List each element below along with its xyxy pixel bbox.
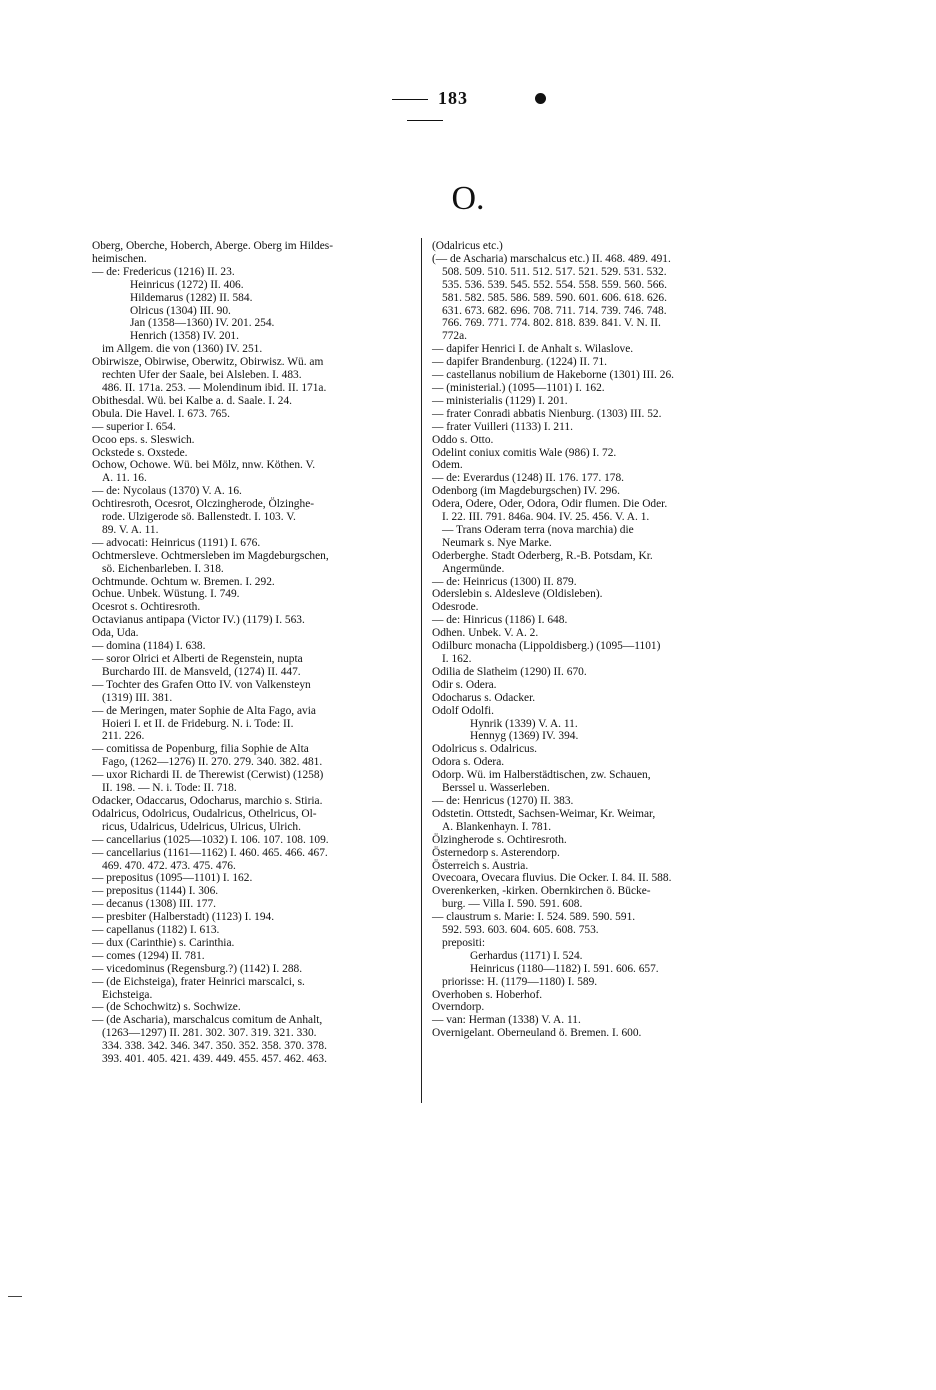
index-entry-line: Odora s. Odera. (432, 756, 505, 769)
index-entry-line: Oberg, Oberche, Hoberch, Aberge. Oberg im Hildes- (92, 240, 334, 252)
index-entry-line: prepositi: (442, 936, 486, 949)
index-entry-line: — superior I. 654. (92, 420, 176, 433)
index-entry-line: Odem. (432, 459, 463, 472)
index-entry-line: Ockstede s. Oxstede. (92, 446, 188, 459)
index-entry-line: 211. 226. (102, 730, 145, 743)
index-entry-line: Ovecoara, Ovecara fluvius. Die Ocker. I. 84. II. 588. (432, 872, 672, 885)
index-entry-line: 469. 470. 472. 473. 475. 476. (102, 859, 236, 872)
index-entry-line: A. 11. 16. (102, 472, 147, 485)
index-entry-line: (Odalricus etc.) (432, 240, 503, 252)
index-entry-line: Hildemarus (1282) II. 584. (130, 291, 253, 304)
index-entry-line: Odalricus, Odolricus, Oudalricus, Othelricus, Ol- (92, 807, 317, 820)
index-entry-line: (1319) III. 381. (102, 691, 173, 704)
page-number: 183 (355, 88, 495, 130)
index-entry-line: Overnigelant. Oberneuland ö. Bremen. I. 600. (432, 1027, 642, 1040)
index-entry-line: — decanus (1308) III. 177. (92, 898, 216, 911)
index-entry-line: — dapifer Brandenburg. (1224) II. 71. (432, 356, 608, 369)
index-entry-line: Hynrik (1339) V. A. 11. (470, 717, 578, 730)
index-entry-line: — de: Fredericus (1216) II. 23. (92, 265, 235, 278)
index-entry-line: Obithesdal. Wü. bei Kalbe a. d. Saale. I. 24. (92, 394, 293, 407)
index-entry-line: — de: Hinricus (1186) I. 648. (432, 614, 568, 627)
index-entry-line: Odilia de Slatheim (1290) II. 670. (432, 665, 587, 678)
index-entry-line: Fago, (1262—1276) II. 270. 279. 340. 382. 481. (102, 756, 323, 769)
index-entry-line: Obirwisze, Obirwise, Oberwitz, Obirwisz. Wü. am (92, 356, 324, 369)
index-entry-line: Gerhardus (1171) I. 524. (470, 949, 583, 962)
index-entry-line: — presbiter (Halberstadt) (1123) I. 194. (92, 911, 275, 924)
index-entry-line: Oderslebin s. Aldesleve (Oldisleben). (432, 588, 603, 601)
index-entry-line: Ochue. Unbek. Wüstung. I. 749. (92, 588, 240, 601)
index-entry-line: Odolf Odolfi. (432, 704, 495, 717)
index-entry-line: Odelint coniux comitis Wale (986) I. 72. (432, 446, 617, 459)
index-entry-line: — dux (Carinthie) s. Carinthia. (92, 936, 235, 949)
index-entry-line: Ochtmersleve. Ochtmersleben im Magdeburgschen, (92, 549, 329, 562)
index-entry-line: — ministerialis (1129) I. 201. (432, 394, 568, 407)
footer-dash (8, 1296, 22, 1297)
index-entry-line: Oda, Uda. (92, 627, 139, 640)
index-entry-line: — de: Henricus (1270) II. 383. (432, 794, 574, 807)
index-entry-line: Hennyg (1369) IV. 394. (470, 730, 579, 743)
index-entry-line: Heinricus (1272) II. 406. (130, 278, 244, 291)
left-column (92, 240, 410, 1066)
index-entry-line: — (de Eichsteiga), frater Heinrici marscalci, s. (92, 975, 305, 988)
index-entry-line: — van: Herman (1338) V. A. 11. (432, 1014, 581, 1027)
index-entry-line: II. 198. — N. i. Tode: II. 718. (102, 782, 237, 795)
page-header (0, 88, 936, 112)
index-entry-line: — domina (1184) I. 638. (92, 640, 206, 653)
index-entry-line: I. 22. III. 791. 846a. 904. IV. 25. 456. V. A. 1. (442, 511, 650, 524)
index-entry-line: sö. Eichenbarleben. I. 318. (102, 562, 224, 575)
index-entry-line: Heinricus (1180—1182) I. 591. 606. 657. (470, 962, 659, 975)
index-entry-line: Hoieri I. et II. de Frideburg. N. i. Tode: II. (102, 717, 294, 730)
index-entry-line: — comitissa de Popenburg, filia Sophie de Alta (92, 743, 309, 756)
index-entry-line: 592. 593. 603. 604. 605. 608. 753. (442, 924, 599, 937)
index-entry-line: 772a. (442, 330, 467, 343)
index-entry-line: — Trans Oderam terra (nova marchia) die (442, 523, 634, 536)
index-entry-line: Neumark s. Nye Marke. (442, 536, 552, 549)
index-entry-line: — dapifer Henrici I. de Anhalt s. Wilaslove. (432, 343, 634, 356)
index-entry-line: — Tochter des Grafen Otto IV. von Valkensteyn (92, 678, 311, 691)
index-entry-line: A. Blankenhayn. I. 781. (442, 820, 552, 833)
index-entry-line: Overhoben s. Hoberhof. (432, 988, 543, 1001)
index-entry-line: Odolricus s. Odalricus. (432, 743, 538, 756)
index-entry-line: — cancellarius (1025—1032) I. 106. 107. 108. 109. (92, 833, 329, 846)
index-entry-line: — frater Vuilleri (1133) I. 211. (432, 420, 573, 433)
index-entry-line: Ochow, Ochowe. Wü. bei Mölz, nnw. Köthen. V. (92, 459, 316, 472)
index-entry-line: Overndorp. (432, 1001, 485, 1014)
index-entry-line: — prepositus (1095—1101) I. 162. (92, 872, 253, 885)
index-entry-line: Jan (1358—1360) IV. 201. 254. (130, 317, 275, 330)
index-entry-line: Odenborg (im Magdeburgschen) IV. 296. (432, 485, 620, 498)
index-entry-line: — soror Olrici et Alberti de Regenstein, nupta (92, 653, 303, 665)
column-divider (421, 238, 422, 1103)
index-entry-line: 766. 769. 771. 774. 802. 818. 839. 841. V. N. II. (442, 317, 661, 330)
index-entry-line: burg. — Villa I. 590. 591. 608. (442, 898, 583, 911)
bullet-dot (535, 93, 546, 104)
index-entry-line: Österreich s. Austria. (432, 859, 529, 872)
index-entry-line: — claustrum s. Marie: I. 524. 589. 590. 591. (432, 911, 636, 924)
index-entry-line: Angermünde. (442, 562, 505, 575)
index-entry-line: 581. 582. 585. 586. 589. 590. 601. 606. 618. 626. (442, 291, 667, 304)
index-entry-line: Odilburc monacha (Lippoldisberg.) (1095—1101) (432, 640, 661, 653)
index-entry-line: Odorp. Wü. im Halberstädtischen, zw. Schauen, (432, 769, 651, 782)
index-entry-line: Olricus (1304) III. 90. (130, 304, 231, 317)
index-entry-line: Obula. Die Havel. I. 673. 765. (92, 407, 230, 420)
index-entry-line: rechten Ufer der Saale, bei Alsleben. I. 483. (102, 369, 302, 382)
index-entry-line: 631. 673. 682. 696. 708. 711. 714. 739. 746. 748. (442, 304, 667, 317)
index-entry-line: — castellanus nobilium de Hakeborne (1301) III. 26. (432, 369, 674, 382)
index-entry-line: Ochtiresroth, Ocesrot, Olczingherode, Ölzinghe- (92, 498, 315, 511)
index-entry-line: — cancellarius (1161—1162) I. 460. 465. 466. 467. (92, 846, 328, 859)
index-entry-line: Odesrode. (432, 601, 479, 614)
index-entry-line: Oddo s. Otto. (432, 433, 494, 446)
index-entry-line: — (ministerial.) (1095—1101) I. 162. (432, 381, 605, 394)
index-entry-line: Odera, Odere, Oder, Odora, Odir flumen. Die Oder. (432, 498, 668, 511)
index-entry-line: I. 162. (442, 653, 472, 665)
index-entry-line: Ocesrot s. Ochtiresroth. (92, 601, 201, 614)
index-entry-line: heimischen. (92, 252, 147, 265)
index-entry-line: Odhen. Unbek. V. A. 2. (432, 627, 539, 640)
index-entry-line: Henrich (1358) IV. 201. (130, 330, 239, 343)
index-entry-line: Oderberghe. Stadt Oderberg, R.-B. Potsdam, Kr. (432, 549, 653, 562)
index-entry-line: ricus, Udalricus, Udelricus, Ulricus, Ulrich. (102, 820, 301, 833)
index-entry-line: 486. II. 171a. 253. — Molendinum ibid. II. 171a. (102, 381, 327, 394)
index-entry-line: Odacker, Odaccarus, Odocharus, marchio s. Stiria. (92, 794, 323, 807)
index-entry-line: — de Meringen, mater Sophie de Alta Fago, avia (92, 704, 316, 717)
index-entry-line: 535. 536. 539. 545. 552. 554. 558. 559. 560. 566. (442, 278, 667, 291)
index-entry-line: — uxor Richardi II. de Therewist (Cerwist) (1258) (92, 769, 324, 782)
index-entry-line: — capellanus (1182) I. 613. (92, 924, 220, 937)
index-entry-line: Ölzingherode s. Ochtiresroth. (432, 833, 567, 846)
index-entry-line: — (de Schochwitz) s. Sochwize. (92, 1001, 241, 1014)
index-entry-line: (— de Ascharia) marschalcus etc.) II. 468. 489. 491. (432, 252, 671, 265)
index-entry-line: Eichsteiga. (102, 988, 153, 1001)
index-entry-line: — de: Nycolaus (1370) V. A. 16. (92, 485, 242, 498)
index-entry-line: — de: Everardus (1248) II. 176. 177. 178. (432, 472, 625, 485)
index-entry-line: 508. 509. 510. 511. 512. 517. 521. 529. 531. 532. (442, 265, 667, 278)
index-entry-line: Burchardo III. de Mansveld, (1274) II. 447. (102, 665, 301, 678)
index-entry-line: Östernedorp s. Asterendorp. (432, 846, 560, 859)
index-entry-line: im Allgem. die von (1360) IV. 251. (102, 343, 263, 356)
index-entry-line: — prepositus (1144) I. 306. (92, 885, 219, 898)
index-entry-line: (1263—1297) II. 281. 302. 307. 319. 321. 330. (102, 1027, 317, 1040)
index-entry-line: — frater Conradi abbatis Nienburg. (1303) III. 52. (432, 407, 662, 420)
index-entry-line: 393. 401. 405. 421. 439. 449. 455. 457. 462. 463. (102, 1053, 327, 1066)
index-entry-line: priorisse: H. (1179—1180) I. 589. (442, 975, 598, 988)
index-entry-line: 89. V. A. 11. (102, 523, 159, 536)
index-entry-line: — advocati: Heinricus (1191) I. 676. (92, 536, 261, 549)
index-entry-line: Odir s. Odera. (432, 678, 497, 691)
index-entry-line: Ochtmunde. Ochtum w. Bremen. I. 292. (92, 575, 275, 588)
right-column (432, 240, 752, 1040)
index-entry-line: Ocoo eps. s. Sleswich. (92, 433, 195, 446)
index-entry-line: — de: Heinricus (1300) II. 879. (432, 575, 577, 588)
index-entry-line: Odocharus s. Odacker. (432, 691, 536, 704)
section-letter: O. (451, 180, 485, 217)
index-entry-line: rode. Ulzigerode sö. Ballenstedt. I. 103. V. (102, 511, 296, 524)
index-entry-line: — comes (1294) II. 781. (92, 949, 205, 962)
index-entry-line: Overenkerken, -kirken. Obernkirchen ö. Bücke- (432, 885, 651, 898)
index-entry-line: Odstetin. Ottstedt, Sachsen-Weimar, Kr. Weimar, (432, 807, 656, 820)
index-entry-line: 334. 338. 342. 346. 347. 350. 352. 358. 370. 378. (102, 1040, 327, 1053)
index-entry-line: — vicedominus (Regensburg.?) (1142) I. 288. (92, 962, 303, 975)
index-entry-line: — (de Ascharia), marschalcus comitum de Anhalt, (92, 1014, 323, 1027)
index-entry-line: Berssel u. Wasserleben. (442, 782, 550, 795)
index-entry-line: Octavianus antipapa (Victor IV.) (1179) I. 563. (92, 614, 305, 627)
